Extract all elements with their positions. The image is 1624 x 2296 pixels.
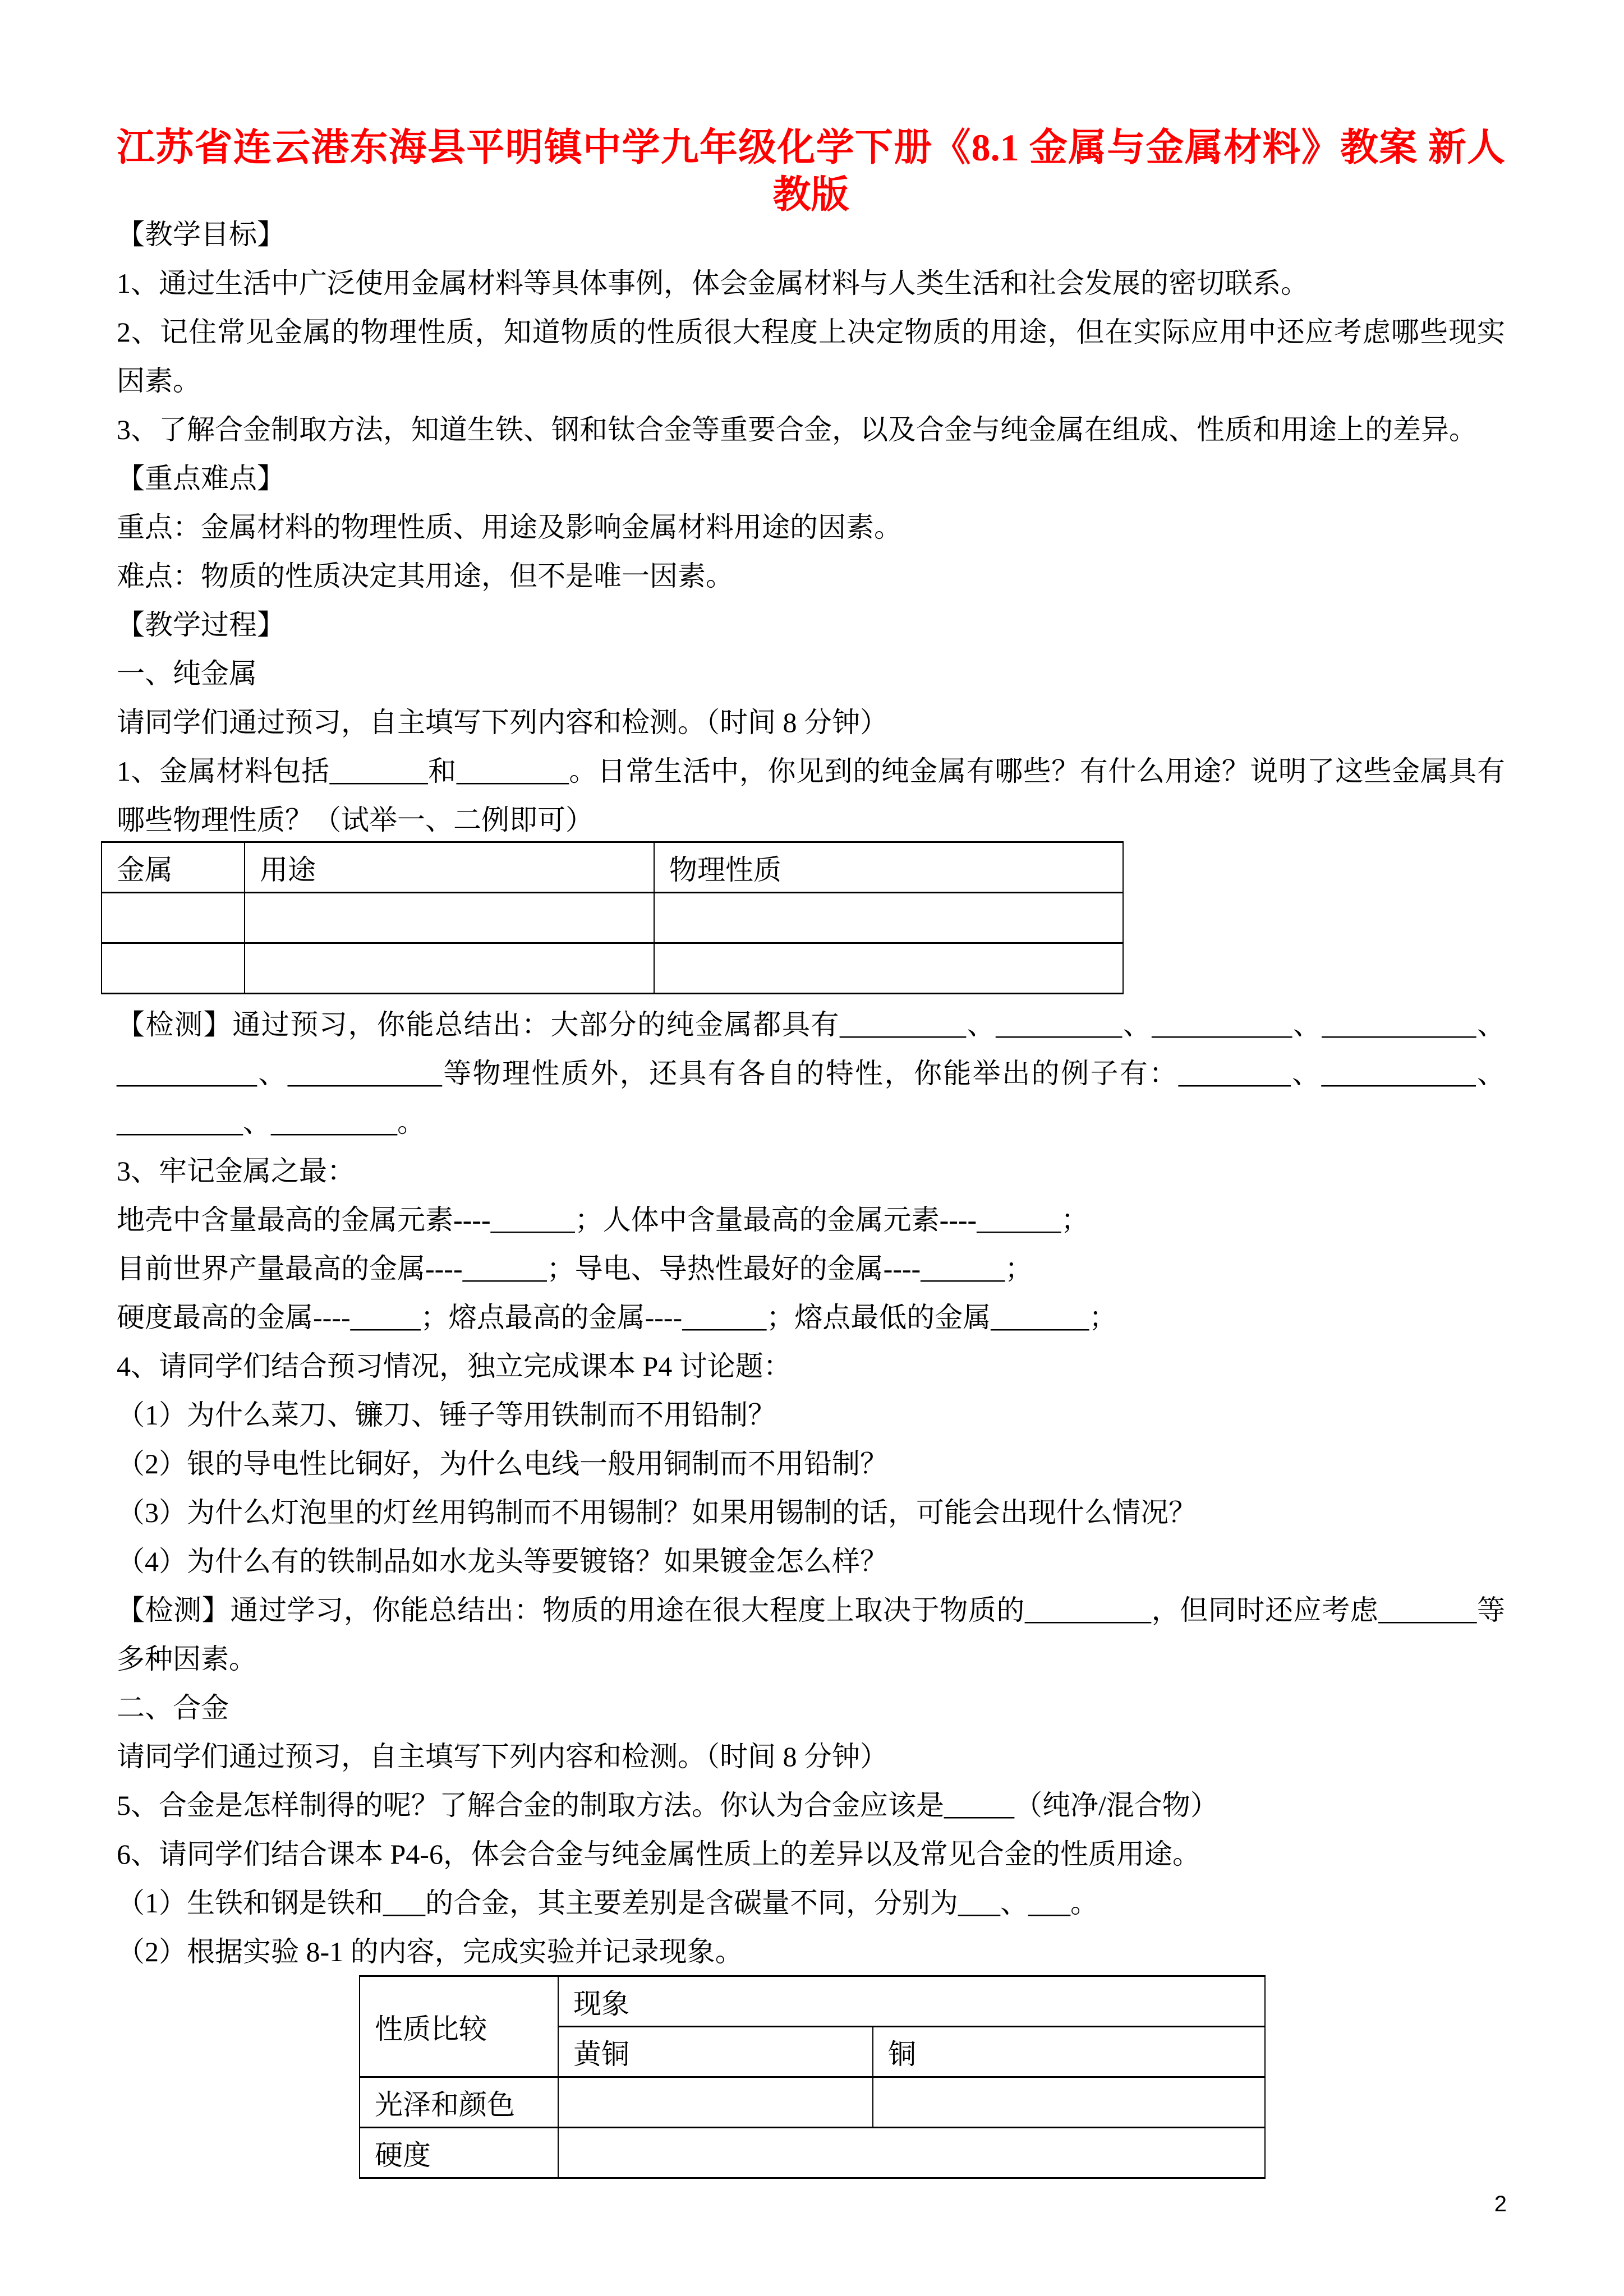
row-label-hardness: 硬度 (360, 2128, 558, 2178)
title-line: 教版 (772, 173, 849, 216)
instruction-text: 请同学们通过预习，自主填写下列内容和检测。（时间 8 分钟） (117, 1741, 888, 1772)
discussion-question: （2）银的导电性比铜好，为什么电线一般用铜制而不用铅制？ (117, 1448, 888, 1479)
discussion-question: （3）为什么灯泡里的灯丝用钨制而不用锡制？如果用锡制的话，可能会出现什么情况？ (117, 1497, 1197, 1528)
check-exercise-1: 【检测】通过预习，你能总结出：大部分的纯金属都具有_________、_________、__________、___________、 (117, 1009, 1505, 1040)
objective-item: 1、通过生活中广泛使用金属材料等具体事例，体会金属材料与人类生活和社会发展的密切联系。 (117, 268, 1309, 299)
question-6-sub-item: （2）根据实验 8-1 的内容，完成实验并记录现象。 (117, 1936, 743, 1967)
objective-item-continued: 因素。 (117, 365, 201, 397)
check-exercise-2: 【检测】通过学习，你能总结出：物质的用途在很大程度上取决于物质的_________，但同时还应考虑_______等 (117, 1594, 1505, 1626)
question-6-sub-item: （1）生铁和钢是铁和___的合金，其主要差别是含碳量不同，分别为___、___。 (117, 1887, 1098, 1919)
table-cell (102, 943, 245, 994)
question-6-heading: 6、请同学们结合课本 P4-6，体会合金与纯金属性质上的差异以及常见合金的性质用途。 (117, 1838, 1200, 1870)
row-header-property-comparison: 性质比较 (360, 1976, 558, 2077)
column-header-use: 用途 (245, 842, 654, 893)
lesson-plan-body-part-b (117, 1001, 1505, 1976)
metal-uses-table (101, 841, 1124, 994)
question-5: 5、合金是怎样制得的呢？了解合金的制取方法。你认为合金应该是_____（纯净/混合物） (117, 1790, 1218, 1821)
table-row (102, 893, 1123, 943)
column-header-metal: 金属 (102, 842, 245, 893)
instruction-text: 请同学们通过预习，自主填写下列内容和检测。（时间 8 分钟） (117, 707, 888, 738)
table-row (102, 943, 1123, 994)
table-cell (558, 2128, 1265, 2178)
section-heading-teaching-objectives: 【教学目标】 (117, 219, 285, 250)
alloy-comparison-table (359, 1975, 1266, 2179)
section-heading-teaching-process: 【教学过程】 (117, 609, 285, 640)
check-exercise-1-continued: _________、_________。 (117, 1106, 425, 1138)
table-row (360, 2077, 1265, 2128)
objective-item: 3、了解合金制取方法，知道生铁、钢和钛合金等重要合金，以及合金与纯金属在组成、性质和用途上的差异。 (117, 414, 1477, 445)
group-header-phenomenon: 现象 (558, 1976, 1265, 2027)
table-header-row (360, 1976, 1265, 2027)
question-1-continued: 哪些物理性质？（试举一、二例即可） (117, 804, 594, 836)
title-line: 江苏省连云港东海县平明镇中学九年级化学下册《8.1 金属与金属材料》教案 新人 (117, 126, 1505, 169)
check-exercise-1-continued: __________、___________等物理性质外，还具有各自的特性，你能举出的例子有：________、___________、 (117, 1058, 1505, 1089)
column-header-brass: 黄铜 (558, 2027, 873, 2077)
metal-record-line: 地壳中含量最高的金属元素----______；人体中含量最高的金属元素----______； (117, 1204, 1089, 1235)
column-header-copper: 铜 (873, 2027, 1265, 2077)
table-row (360, 2128, 1265, 2178)
table-cell (102, 893, 245, 943)
table-cell (245, 893, 654, 943)
discussion-question: （4）为什么有的铁制品如水龙头等要镀铬？如果镀金怎么样？ (117, 1546, 888, 1577)
column-header-physical-property: 物理性质 (654, 842, 1123, 893)
subsection-heading-alloys: 二、合金 (117, 1692, 229, 1723)
page-number: 2 (1494, 2192, 1507, 2216)
table-cell (654, 893, 1123, 943)
lesson-plan-body-part-a (117, 210, 1505, 845)
subsection-heading-pure-metals: 一、纯金属 (117, 658, 257, 689)
objective-item: 2、记住常见金属的物理性质，知道物质的性质很大程度上决定物质的用途，但在实际应用中还应考虑哪些现实 (117, 316, 1505, 348)
document-title (117, 124, 1505, 218)
table-cell (654, 943, 1123, 994)
row-label-luster-color: 光泽和颜色 (360, 2077, 558, 2128)
section-heading-key-points: 【重点难点】 (117, 463, 285, 494)
question-3-heading: 3、牢记金属之最： (117, 1155, 355, 1187)
question-4-heading: 4、请同学们结合预习情况，独立完成课本 P4 讨论题： (117, 1350, 792, 1382)
question-1: 1、金属材料包括_______和________。日常生活中，你见到的纯金属有哪些？有什么用途？说明了这些金属具有 (117, 755, 1505, 787)
metal-record-line: 目前世界产量最高的金属----______；导电、导热性最好的金属----______； (117, 1253, 1033, 1284)
key-point-difficulty: 难点：物质的性质决定其用途，但不是唯一因素。 (117, 560, 734, 592)
table-cell (245, 943, 654, 994)
table-cell (558, 2077, 873, 2128)
check-exercise-2-continued: 多种因素。 (117, 1643, 257, 1675)
table-header-row (102, 842, 1123, 893)
table-cell (873, 2077, 1265, 2128)
key-point-focus: 重点：金属材料的物理性质、用途及影响金属材料用途的因素。 (117, 511, 902, 543)
discussion-question: （1）为什么菜刀、镰刀、锤子等用铁制而不用铅制？ (117, 1399, 776, 1431)
metal-record-line: 硬度最高的金属----_____；熔点最高的金属----______；熔点最低的金属_______； (117, 1302, 1117, 1333)
